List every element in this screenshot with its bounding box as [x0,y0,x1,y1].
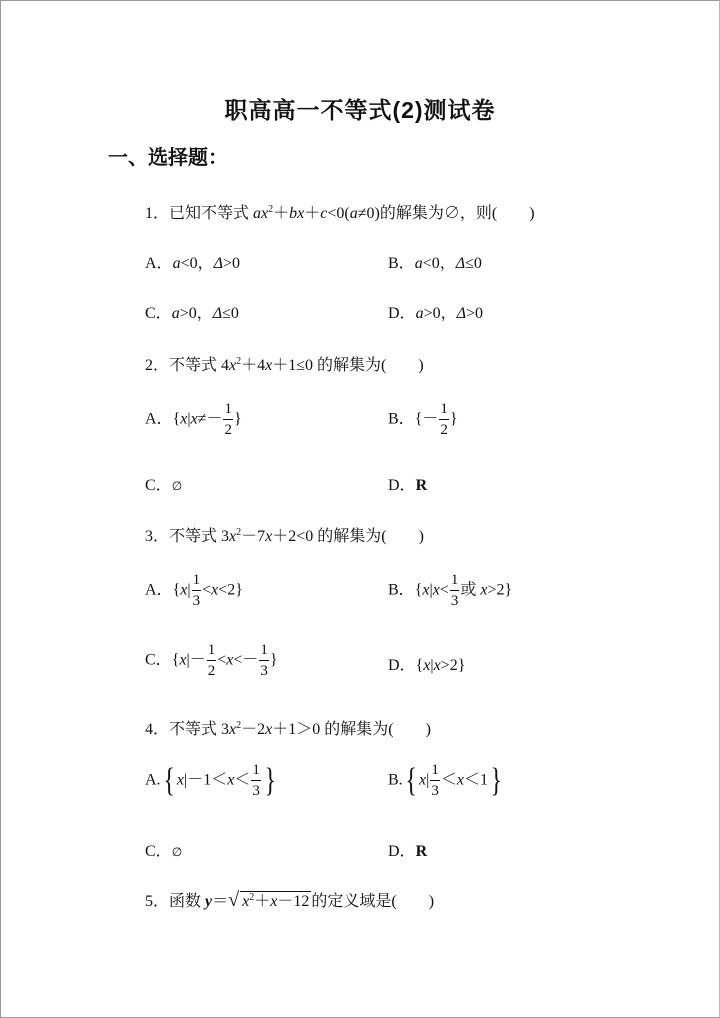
q5-op: －12 [277,893,310,910]
option-text: < [217,651,227,669]
q5-exp: 2 [249,892,255,903]
fraction-num: 1 [207,643,217,661]
empty-set: ∅ [171,479,183,493]
option-text: < [202,581,212,599]
option-text: ≤0 [222,305,239,322]
fraction [251,763,261,799]
option-text: | [187,410,191,428]
option-label: A． [145,581,173,599]
q3-option-b[interactable] [388,573,512,609]
option-label: D． [388,843,416,860]
brace: } [449,410,458,428]
q4-var: x [229,721,237,738]
option-var: a [171,305,180,322]
brace: } [233,410,242,428]
q2-option-b[interactable] [388,402,458,438]
option-label: A． [145,410,173,428]
option-text: >0 [465,305,484,322]
option-label: A. [145,771,161,789]
page-title: 职高高一不等式(2)测试卷 [224,97,496,123]
q3-option-c[interactable] [145,643,278,679]
option-text: >0 [222,255,241,272]
brace: { [405,762,417,799]
fraction-den: 3 [192,593,201,609]
option-label: C． [145,651,172,669]
q2-var: x [229,357,237,374]
brace: { [415,657,424,674]
option-text: >0， [423,305,457,322]
q5-stem: 函数 [169,893,206,910]
question-5 [145,888,434,911]
q4-option-c[interactable] [145,838,182,861]
option-text: ＜1 [463,771,488,789]
option-var: Δ [456,305,466,322]
option-var: Δ [455,255,466,272]
question-1 [145,200,535,223]
q1-stem: 已知不等式 [169,205,254,222]
empty-set: ∅ [171,845,183,859]
real-set: R [415,843,428,860]
option-label: D． [388,477,416,494]
option-var: x [456,771,464,789]
option-text: ≠－ [197,410,223,428]
option-var: x [227,771,235,789]
option-var: x [433,657,441,674]
option-text: < [439,581,449,599]
option-label: B． [388,410,415,428]
fraction [207,643,217,679]
q3-option-a[interactable] [145,573,243,609]
question-2 [145,352,424,375]
q3-stem: 不等式 3 [169,528,230,545]
option-text: <0， [180,255,214,272]
option-var: x [423,657,431,674]
q1-exp: 2 [268,204,274,215]
fraction-den: 3 [252,783,260,799]
q1-stem: ≠0)的解集为∅，则( ) [357,205,535,222]
option-label: D． [388,305,416,322]
q1-number: 1． [145,205,170,222]
q1-op: ＋ [304,205,321,222]
q4-option-b[interactable] [388,763,504,799]
fraction-num: 1 [251,763,261,781]
q5-var: x [242,893,250,910]
fraction-den: 2 [224,422,232,438]
real-set: R [415,477,428,494]
option-var: x [480,581,488,599]
option-text: ＜ [234,771,251,789]
q5-stem: ＝ [212,893,229,910]
fraction [192,573,202,609]
option-var: x [179,651,187,669]
q1-stem: <0( [327,205,350,222]
fraction-num: 1 [439,402,449,420]
section-heading: 一、选择题： [108,147,228,169]
q2-exp: 2 [236,356,242,367]
fraction-num: 1 [223,402,233,420]
option-text: |－1＜ [184,771,228,789]
brace: { [171,651,180,669]
q4-stem: 不等式 3 [169,721,230,738]
q5-op: ＋ [254,893,271,910]
fraction [450,573,460,609]
square-root [228,891,311,911]
q2-stem: ＋4 [241,357,266,374]
q2-stem: 不等式 4 [169,357,230,374]
q5-stem: 的定义域是( ) [311,893,435,910]
q1-var: a [349,205,358,222]
q4-exp: 2 [236,720,242,731]
q4-option-a[interactable] [145,763,278,799]
q4-number: 4． [145,721,170,738]
option-var: a [172,255,181,272]
fraction-num: 1 [450,573,460,591]
q3-stem: ＋2<0 的解集为( ) [272,528,424,545]
q1-var: bx [289,205,305,222]
option-var: Δ [213,255,223,272]
option-text: | [426,771,430,789]
fraction [223,402,233,438]
fraction-num: 1 [430,763,440,781]
fraction-num: 1 [192,573,202,591]
fraction-den: 2 [440,422,448,438]
brace: { [172,581,181,599]
fraction-num: 1 [259,643,269,661]
fraction-den: 3 [431,783,439,799]
fraction [259,643,269,679]
q4-option-d[interactable] [388,838,427,861]
option-text: 或 [460,581,481,599]
q3-option-d[interactable] [388,652,465,675]
radicand [240,891,311,911]
q4-stem: －2 [241,721,266,738]
option-text: ≤0 [465,255,482,272]
radical-sign: √ [228,889,240,911]
option-var: Δ [212,305,223,322]
option-text: ＜ [440,771,457,789]
fraction [430,763,440,799]
option-text: <0， [422,255,456,272]
fraction-den: 2 [207,663,216,679]
q3-stem: －7 [241,528,266,545]
q2-stem: ＋1≤0 的解集为( ) [272,357,424,374]
q4-var: x [265,721,273,738]
q1-var: c [320,205,328,222]
option-text: | [429,581,433,599]
option-var: a [415,305,424,322]
q3-var: x [265,528,273,545]
option-text: |－ [186,651,206,669]
q1-option-c[interactable] [145,300,239,323]
q3-number: 3． [145,528,170,545]
q3-exp: 2 [236,527,242,538]
option-label: C． [145,843,172,860]
brace: { [414,581,423,599]
option-var: x [422,581,430,599]
brace: { [172,410,181,428]
q1-op: ＋ [273,205,290,222]
option-var: x [419,771,427,789]
option-text: <－ [233,651,259,669]
option-var: x [176,771,184,789]
option-label: C． [145,305,172,322]
fraction-den: 3 [260,663,268,679]
option-text: {－ [414,410,439,428]
option-text: <2} [218,581,243,599]
q1-option-b[interactable] [388,250,482,273]
option-label: A． [145,255,173,272]
option-label: B． [388,255,415,272]
q5-var: y [205,893,213,910]
q2-option-c[interactable] [145,472,182,495]
option-label: D． [388,657,416,674]
question-4 [145,716,431,739]
option-var: x [211,581,219,599]
option-label: B． [388,581,415,599]
brace: } [490,762,502,799]
q2-option-d[interactable] [388,472,427,495]
q5-var: x [270,893,278,910]
fraction-den: 3 [450,593,459,609]
q2-number: 2． [145,357,170,374]
q2-option-a[interactable] [145,402,242,438]
q1-option-a[interactable] [145,250,240,273]
q4-stem: ＋1＞0 的解集为( ) [272,721,431,738]
option-text: | [187,581,191,599]
fraction [439,402,449,438]
option-text: >2} [440,657,466,674]
option-var: x [180,581,188,599]
option-text: | [430,657,434,674]
q2-var: x [265,357,273,374]
q5-number: 5． [145,893,170,910]
option-label: C． [145,477,172,494]
option-text: >0， [179,305,213,322]
brace: } [264,762,276,799]
option-var: x [432,581,440,599]
option-text: >2} [487,581,513,599]
option-var: a [414,255,423,272]
option-var: x [190,410,198,428]
option-label: B. [388,771,403,789]
q1-var: ax [253,205,269,222]
question-3 [145,523,424,546]
brace: { [163,762,175,799]
q1-option-d[interactable] [388,300,483,323]
option-var: x [180,410,188,428]
brace: } [269,651,278,669]
q3-var: x [229,528,237,545]
option-var: x [226,651,234,669]
